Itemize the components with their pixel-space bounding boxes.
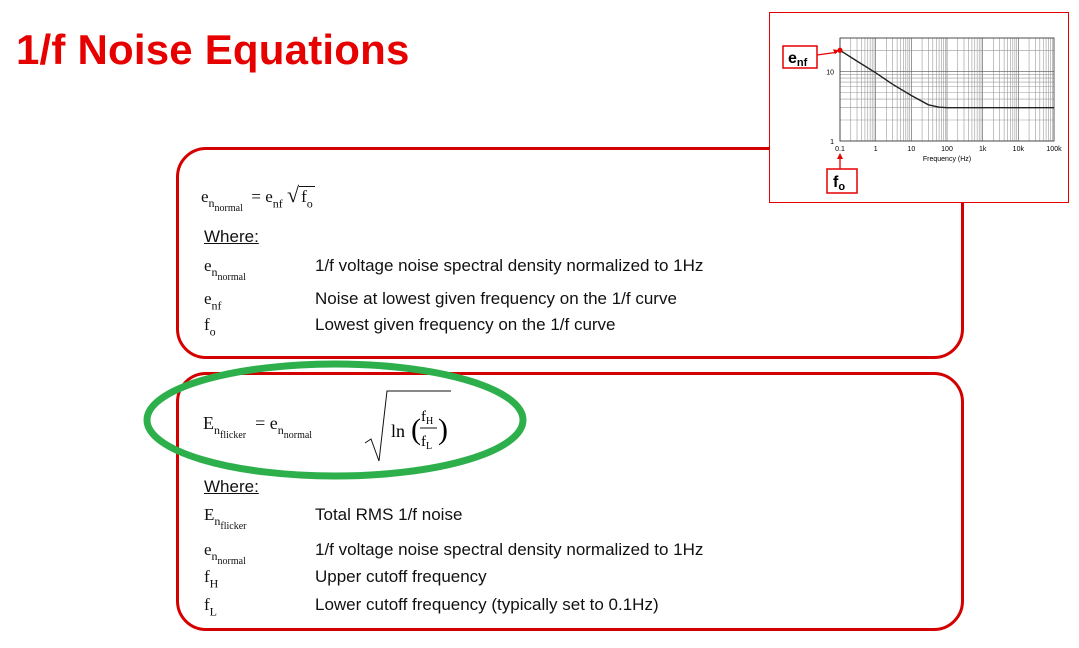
def-symbol: $f_L$ [204,595,218,619]
highlight-ellipse [140,358,530,483]
x-tick-label: 10k [1012,146,1024,153]
def-text: 1/f voltage noise spectral density normalized to 1Hz [315,256,704,275]
enf-arrow [817,52,837,55]
x-tick-label: 1k [978,146,987,153]
x-axis-label: Frequency (Hz) [922,156,972,163]
def-symbol: $f_H$ [204,567,219,591]
def-symbol: $e_{n_{normal}}$ [204,540,246,568]
x-tick-label: 10 [907,146,916,153]
def-text: Total RMS 1/f noise [315,505,463,524]
x-tick-label: 100k [1046,146,1062,153]
normalized-noise-equation: $e_{n_{normal}} = e_{nf}$ √ $f_o$ [201,182,313,215]
where-label: Where: [204,227,259,246]
ln-label: ln [391,421,406,441]
enf-marker [837,48,842,53]
numerator: $f_H$ [421,409,434,427]
y-tick-label: 1 [830,139,834,146]
enf-callout-label: enf [788,50,808,69]
def-symbol: $e_{n_{normal}}$ [204,256,246,284]
noise-density-plot [770,13,1067,201]
x-tick-label: 0.1 [835,146,845,153]
flicker-noise-equation: $E_{n_{flicker}} = e_{n_{normal}}$ [203,413,313,442]
def-symbol: $E_{n_{flicker}}$ [204,505,247,533]
open-paren: ( [411,413,421,446]
def-text: Lowest given frequency on the 1/f curve [315,315,616,334]
def-text: 1/f voltage noise spectral density normalized to 1Hz [315,540,704,559]
fo-callout-label: fo [833,174,846,193]
denominator: $f_L$ [421,434,433,452]
noise-density-inset-chart [769,12,1069,203]
close-paren: ) [438,413,448,446]
x-tick-label: 100 [941,146,953,153]
x-tick-label: 1 [873,146,878,153]
where-label: Where: [204,477,259,496]
def-text: Upper cutoff frequency [315,567,487,586]
def-symbol: $f_o$ [204,315,216,339]
def-text: Noise at lowest given frequency on the 1/f curve [315,289,677,308]
def-text: Lower cutoff frequency (typically set to 0.1Hz) [315,595,659,614]
y-tick-label: 10 [826,69,834,77]
def-symbol: $e_{nf}$ [204,289,222,313]
fo-arrowhead [837,153,843,159]
page-title: 1/f Noise Equations [16,26,410,73]
